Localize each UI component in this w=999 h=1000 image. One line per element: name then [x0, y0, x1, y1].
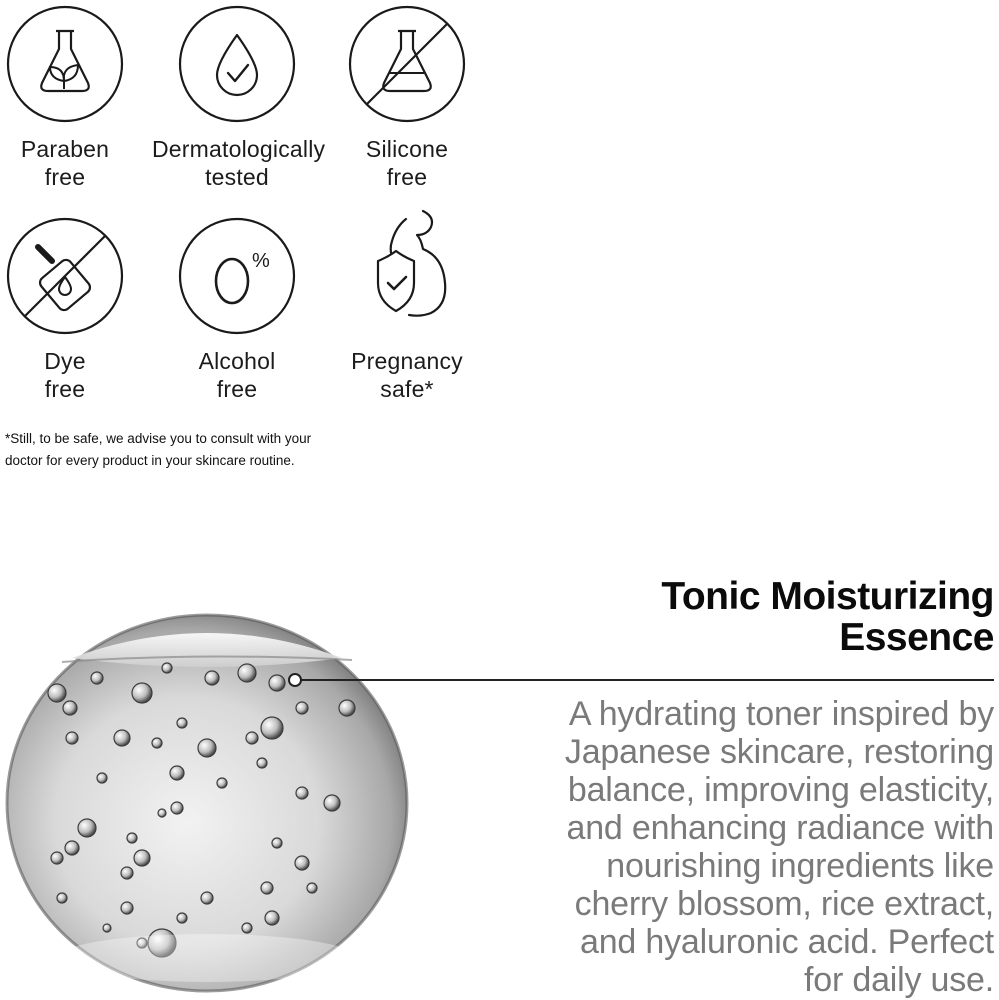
- bubble: [269, 675, 285, 691]
- bubble: [217, 778, 227, 788]
- product-title: [474, 576, 994, 658]
- product-description: [434, 695, 994, 999]
- essence-droplet-image: [2, 598, 412, 998]
- bubble: [127, 833, 137, 843]
- description-line: cherry blossom, rice extract,: [574, 885, 994, 923]
- bubble: [177, 718, 187, 728]
- badge-label: [0, 135, 150, 191]
- description-line: balance, improving elasticity,: [567, 771, 994, 809]
- badge-label: [322, 135, 492, 191]
- badge-label-line2: free: [44, 164, 86, 190]
- bubble: [257, 758, 267, 768]
- bubble: [158, 809, 166, 817]
- bubble: [170, 766, 184, 780]
- description-line: and enhancing radiance with: [566, 809, 994, 847]
- bubble: [171, 802, 183, 814]
- bubble: [307, 883, 317, 893]
- pregnant-shield-icon: [348, 207, 466, 335]
- bubble: [121, 902, 133, 914]
- badge-label: [322, 347, 492, 403]
- badge-label-line1: Dermatologically: [152, 136, 326, 162]
- bubble: [201, 892, 213, 904]
- bubble: [57, 893, 67, 903]
- bubble: [295, 856, 309, 870]
- bubble: [261, 717, 283, 739]
- zero-percent-icon: [178, 217, 296, 335]
- pointer-line: [296, 679, 994, 681]
- svg-text:%: %: [252, 250, 270, 272]
- bubble: [134, 850, 150, 866]
- product-title-line2: Essence: [839, 616, 994, 659]
- bubble: [242, 923, 252, 933]
- description-line: and hyaluronic acid. Perfect: [580, 923, 994, 961]
- badge-label: [0, 347, 150, 403]
- footnote-line1: *Still, to be safe, we advise you to consult with your: [5, 431, 312, 446]
- footnote-line2: doctor for every product in your skincare routine.: [5, 453, 295, 468]
- bubble: [296, 702, 308, 714]
- bubble: [65, 841, 79, 855]
- badge-label-line1: Silicone: [365, 136, 449, 162]
- bubble: [114, 730, 130, 746]
- bubble: [162, 663, 172, 673]
- bubble: [152, 738, 162, 748]
- bubble: [97, 773, 107, 783]
- bubble: [339, 700, 355, 716]
- footnote: [5, 428, 385, 472]
- dropper-crossed-icon: [6, 217, 124, 335]
- badge-label-line1: Dye: [44, 348, 86, 374]
- bubble: [78, 819, 96, 837]
- drop-check-icon: [178, 5, 296, 123]
- flask-crossed-icon: [348, 5, 466, 123]
- bubble: [91, 672, 103, 684]
- product-title-line1: Tonic Moisturizing: [661, 575, 994, 618]
- bubble: [265, 911, 279, 925]
- flask-leaf-icon: [6, 5, 124, 123]
- description-line: Japanese skincare, restoring: [564, 733, 994, 771]
- bubble: [272, 838, 282, 848]
- description-line: A hydrating toner inspired by: [568, 695, 994, 733]
- bubble: [121, 867, 133, 879]
- badge-label-line2: free: [386, 164, 428, 190]
- bubble: [132, 683, 152, 703]
- pointer-dot: [288, 673, 302, 687]
- badge-label: [152, 135, 326, 191]
- badge-label: [152, 347, 322, 403]
- badge-label-line1: Alcohol: [198, 348, 276, 374]
- description-line: for daily use.: [804, 961, 994, 999]
- bubble: [324, 795, 340, 811]
- bubble: [246, 732, 258, 744]
- description-line: nourishing ingredients like: [606, 847, 994, 885]
- bubble: [238, 664, 256, 682]
- bubble: [63, 701, 77, 715]
- badge-label-line2: free: [216, 376, 258, 402]
- badge-label-line1: Paraben: [20, 136, 110, 162]
- badge-label-line2: safe*: [380, 376, 434, 402]
- badge-label-line2: free: [44, 376, 86, 402]
- bubble: [261, 882, 273, 894]
- bubble: [296, 787, 308, 799]
- bubble: [66, 732, 78, 744]
- bubble: [205, 671, 219, 685]
- badge-label-line2: tested: [205, 164, 269, 190]
- bubble: [48, 684, 66, 702]
- bubble: [103, 924, 111, 932]
- bubble: [177, 913, 187, 923]
- badge-label-line1: Pregnancy: [351, 348, 463, 374]
- bubble: [198, 739, 216, 757]
- bubble: [51, 852, 63, 864]
